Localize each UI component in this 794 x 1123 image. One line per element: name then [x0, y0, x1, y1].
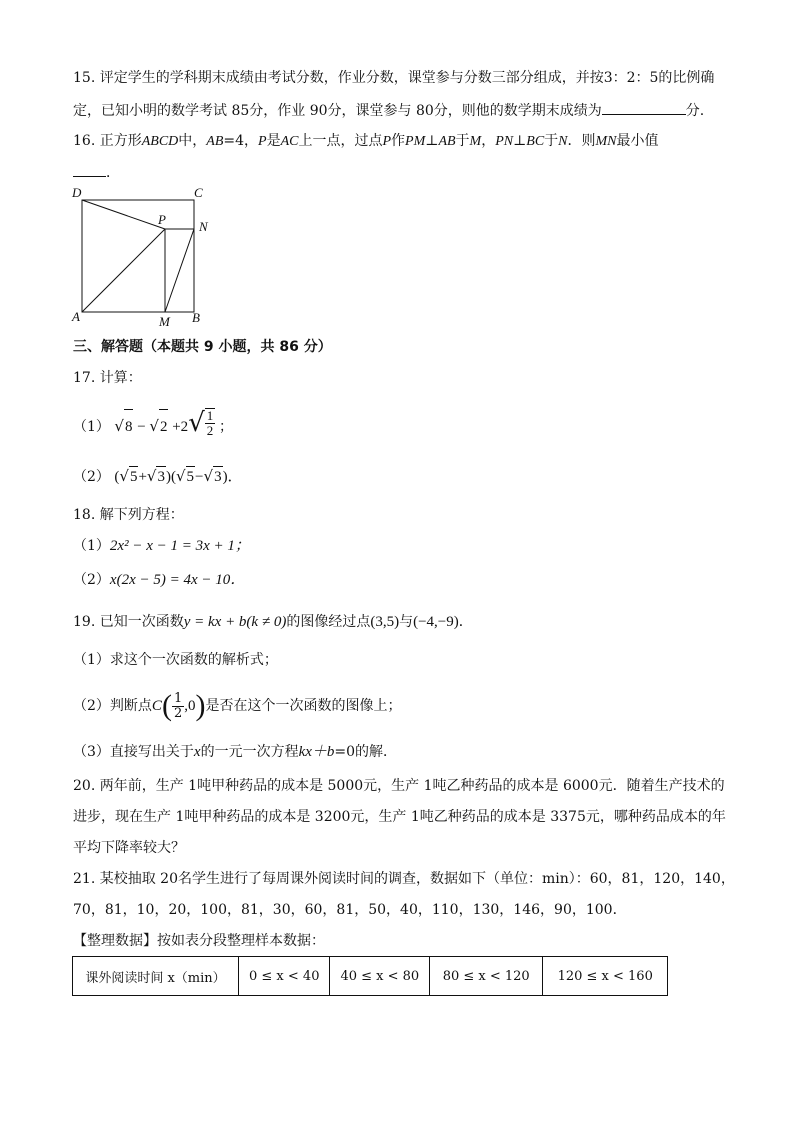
paren: ( [114, 469, 120, 485]
radicand: 2 [159, 409, 169, 444]
q17-title: 17. 计算： [73, 370, 142, 386]
q15-line1: 15. 评定学生的学科期末成绩由考试分数，作业分数，课堂参与分数三部分组成，并按3：2：5的比例确 [73, 70, 715, 86]
sqrt-3: √ 3 [146, 467, 165, 485]
q16-var: P [382, 134, 392, 149]
q19-text: 与 [399, 614, 414, 630]
q17-part1 [73, 406, 233, 444]
equation: x(2x − 5) = 4x − 10． [109, 572, 246, 588]
q16-var: P [258, 134, 267, 149]
label-c: C [194, 185, 203, 200]
table-header-cell: 120 ≤ x < 160 [543, 957, 668, 996]
answer-blank[interactable] [602, 100, 686, 115]
operator: + [138, 469, 147, 485]
q16-text: =4， [223, 133, 259, 149]
label-n: N [199, 219, 208, 234]
reading-time-table [72, 956, 668, 996]
q19-text: （2）判断点 [73, 698, 152, 714]
point-1: (3,5) [370, 614, 400, 630]
q16-var: AC [280, 134, 299, 149]
q16-line2 [73, 162, 120, 183]
q19-part3 [73, 742, 397, 762]
table-header-cell: 80 ≤ x < 120 [430, 957, 543, 996]
q21-line1: 21. 某校抽取 20名学生进行了每周课外阅读时间的调查，数据如下（单位：min）：60，81，120，140， [73, 871, 735, 887]
part-label: （2） [73, 572, 110, 588]
operator: +2 [172, 419, 189, 435]
q17-part2 [73, 466, 243, 487]
table-header-cell: 0 ≤ x < 40 [239, 957, 330, 996]
radicand: 8 [124, 409, 134, 444]
q16-text: ⊥ [513, 133, 527, 149]
label-b: B [192, 310, 200, 325]
q19-text: 的一元一次方程 [200, 744, 299, 760]
q15-line2-end: 分. [685, 103, 705, 119]
operator: − [137, 419, 146, 435]
q19-text: 是否在这个一次函数的图像上； [205, 698, 402, 714]
q16-text: 16. 正方形 [73, 133, 142, 149]
q20-line3: 平均下降率较大？ [73, 840, 185, 856]
q15-line2-text: 定，已知小明的数学考试 85分，作业 90分，课堂参与 80分，则他的数学期末成绩为 [73, 103, 602, 119]
radicand: 3 [213, 466, 223, 487]
q17-p1-end: ； [219, 419, 234, 435]
q16-var: N [558, 134, 568, 149]
q16-text: ⊥ [425, 133, 439, 149]
q16-text: 作 [391, 133, 406, 149]
sqrt-3: √ 3 [203, 467, 222, 485]
q16-var: AB [438, 134, 456, 149]
q18-part2 [73, 570, 245, 590]
label-d: D [72, 185, 82, 200]
segment-dp [82, 200, 165, 229]
q16-text: 中， [178, 133, 207, 149]
q19-line1 [73, 612, 473, 632]
sqrt-8: √ 8 [114, 409, 133, 444]
frac-num: 1 [173, 690, 183, 706]
q20-line1: 20. 两年前，生产 1吨甲种药品的成本是 5000元，生产 1吨乙种药品的成本是 6000元．随着生产技术的 [73, 778, 725, 794]
q16-text: 最小值 [616, 133, 659, 149]
table-row [73, 957, 668, 996]
label-a: A [72, 309, 80, 324]
radicand: 5 [129, 466, 139, 487]
q16-text: ， [481, 133, 496, 149]
q19-text: =0的解． [334, 744, 398, 760]
function-expr: y = kx + b(k ≠ 0) [183, 614, 287, 630]
label-m: M [159, 314, 170, 329]
frac-den: 2 [206, 423, 214, 438]
q16-var: M [469, 134, 482, 149]
sqrt-2: √ 2 [149, 409, 168, 444]
q16-var: AB [206, 134, 224, 149]
point-c-y: ,0 [184, 698, 196, 714]
section-heading: 三、解答题（本题共 9 小题，共 86 分） [73, 339, 332, 355]
q21-line2: 70，81，10，20，100，81，30，60，81，50，40，110，130，146，90，100． [73, 902, 627, 918]
sqrt-half: √ $\frac{1}{2}$ [188, 408, 214, 438]
paren: )( [165, 469, 176, 485]
label-p: P [158, 212, 166, 227]
part-label: （2） [73, 469, 110, 485]
point-2: (−4,−9) [413, 614, 459, 630]
q19-part2: （2）判断点C( $\frac{1}{2}$ ,0)是否在这个一次函数的图像上； [73, 689, 402, 722]
q18-title: 18. 解下列方程： [73, 507, 184, 523]
sqrt-5: √ 5 [175, 467, 195, 485]
q16-line1 [73, 131, 659, 152]
q16-var: BC [526, 134, 545, 149]
operator: − [195, 469, 204, 485]
frac-num: 1 [206, 408, 214, 423]
q19-part1: （1）求这个一次函数的解析式； [73, 652, 278, 668]
q16-var: PN [495, 134, 514, 149]
q16-text: 上一点，过点 [298, 133, 383, 149]
segment-mn [165, 229, 194, 312]
q16-var: MN [595, 134, 617, 149]
point-c: C [151, 698, 162, 714]
q19-text: ． [458, 614, 473, 630]
q15-line2 [73, 100, 704, 121]
answer-blank[interactable] [73, 162, 106, 177]
part-label: （1） [73, 419, 110, 435]
equation: 2x² − x − 1 = 3x + 1； [109, 538, 250, 554]
sqrt-5: √ 5 [119, 467, 138, 485]
equation: kx＋b [298, 744, 335, 760]
q16-end: ． [106, 165, 120, 181]
diagonal-ac [82, 229, 165, 312]
q19-text: 的图像经过点 [286, 614, 371, 630]
q16-var: ABCD [141, 134, 179, 149]
q21-organize: 【整理数据】按如表分段整理样本数据： [73, 933, 325, 949]
q20-line2: 进步，现在生产 1吨甲种药品的成本是 3200元，生产 1吨乙种药品的成本是 3375元，哪种药品成本的年 [73, 809, 726, 825]
q16-text: 是 [266, 133, 281, 149]
q19-text: （3）直接写出关于 [73, 744, 194, 760]
paren: )． [222, 469, 243, 485]
radicand: 3 [156, 466, 166, 487]
radicand: 5 [186, 466, 196, 487]
frac-den: 2 [173, 705, 183, 721]
q16-text: ．则 [567, 133, 596, 149]
q16-var: PM [405, 134, 426, 149]
var-x: x [193, 744, 201, 760]
q16-text: 于 [455, 133, 470, 149]
q16-text: 于 [544, 133, 559, 149]
table-header-cell: 课外阅读时间 x（min） [73, 957, 239, 996]
square-figure [68, 184, 248, 334]
table-header-cell: 40 ≤ x < 80 [330, 957, 430, 996]
part-label: （1） [73, 538, 110, 554]
q19-text: 19. 已知一次函数 [73, 614, 184, 630]
q18-part1 [73, 536, 250, 556]
